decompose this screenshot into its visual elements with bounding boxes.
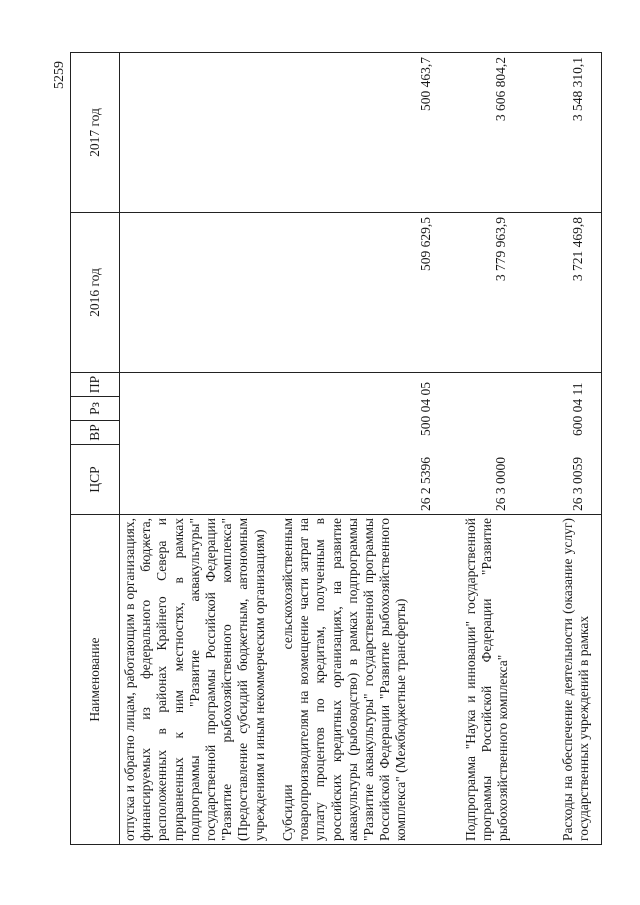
header-2016: 2016 год <box>71 213 120 373</box>
header-csr: ЦСР <box>71 445 120 515</box>
csr-code: 26 3 0059 <box>570 457 585 511</box>
value-2016: 509 629,5 <box>418 217 433 271</box>
table-row <box>463 515 512 844</box>
year-2017-column <box>120 53 602 213</box>
vr-rz-pr-codes: 500 04 05 <box>418 382 433 436</box>
value-2017: 3 606 804,2 <box>493 57 508 122</box>
budget-table <box>70 52 602 845</box>
row-name: отпуска и обратно лицам, работающим в организациях, финансируемых из федерального бюджета, расположенных в районах Крайнего Севера и приравненных к ним местностях, в рамках подпрограммы "Развитие аквакультуры" государственной программы Российской Федерации "Развитие рыбохозяйственного комплекса" (Предоставление субсидий бюджетным, автономным учреждениям и иным некоммерческим организациям) <box>122 518 267 841</box>
name-column <box>120 515 602 845</box>
table-row <box>560 515 592 844</box>
value-2017: 3 548 310,1 <box>570 57 585 122</box>
table-row <box>122 515 268 844</box>
csr-code: 26 2 5396 <box>418 457 433 511</box>
table-body-row <box>120 53 602 845</box>
header-2017: 2017 год <box>71 53 120 213</box>
header-vr: ВР <box>71 421 120 445</box>
header-rz: Рз <box>71 397 120 421</box>
header-pr: ПР <box>71 373 120 397</box>
value-2016: 3 721 469,8 <box>570 217 585 282</box>
row-name: Расходы на обеспечение деятельности (оказание услуг) государственных учреждений в рамках <box>560 518 592 841</box>
page-number: 5259 <box>52 61 67 89</box>
value-2016: 3 779 963,9 <box>493 217 508 282</box>
header-name: Наименование <box>71 515 120 845</box>
vr-rz-pr-codes: 600 04 11 <box>570 382 585 436</box>
row-name: Субсидии сельскохозяйственным товаропроизводителям на возмещение части затрат на уплату процентов по кредитам, полученным в российских кредитных организациях, на развитие аквакультуры (рыбоводство) в рамках подпрограммы "Развитие аквакультуры" государственной программы Российской Федерации "Развитие рыбохозяйственного комплекса" (Межбюджетные трансферты) <box>280 518 409 841</box>
csr-code: 26 3 0000 <box>493 457 508 511</box>
year-2016-column <box>120 213 602 373</box>
code-columns <box>120 373 602 515</box>
row-name: Подпрограмма "Наука и инновации" государственной программы Российской Федерации "Развитие рыбохозяйственного комплекса" <box>463 518 511 841</box>
table-header-row <box>71 53 120 845</box>
value-2017: 500 463,7 <box>418 57 433 111</box>
table-row <box>280 515 410 844</box>
